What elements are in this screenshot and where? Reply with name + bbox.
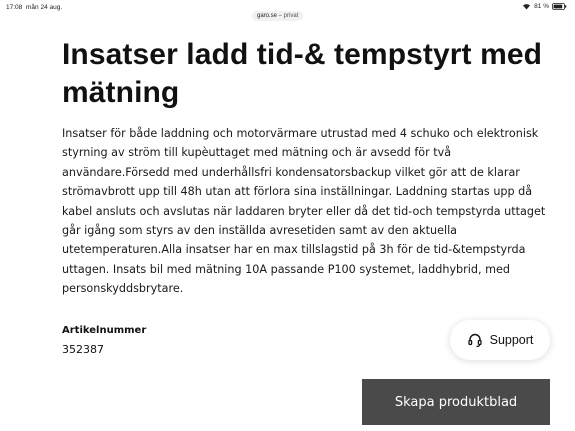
address-bar[interactable]: [252, 11, 303, 21]
support-button[interactable]: [450, 320, 550, 360]
status-date: mån 24 aug.: [26, 4, 63, 11]
headset-icon: [467, 332, 483, 348]
product-description: Insatser för både laddning och motorvärmare utrustad med 4 schuko och elektronisk styrning av ström till kupèuttaget med mätning och är avsedd för två användare.Försedd med underhållsfri kondensatorsbackup vilket gör att de klarar strömavbrott upp till 48h utan att förlora sina inställningar. Laddning startas upp då kabel ansluts och avslutas när laddaren bryter eller då det tid-och tempstyrda uttaget går igång som styrs av den inställda avresetiden samt av den aktuella utetemperaturen.Alla insatser har en max tillslagstid på 3h för de tid-&tempstyrda uttagen. Insats bil med mätning 10A passande P100 systemet, laddhybrid, med personskyddsbrytare.: [62, 127, 546, 296]
battery-icon: [552, 3, 567, 10]
url-suffix: – privat: [277, 13, 299, 19]
url-host: garo.se: [257, 13, 278, 19]
status-time: 17:08: [6, 4, 23, 11]
wifi-icon: [522, 3, 531, 10]
sku-value: 352387: [62, 343, 104, 356]
battery-percent: 81 %: [534, 3, 549, 10]
sku-label: Artikelnummer: [62, 325, 147, 336]
create-product-sheet-button[interactable]: Skapa produktblad: [362, 379, 550, 425]
status-icons: [522, 3, 567, 10]
page-title: Insatser ladd tid-& tempstyrt med mätning: [62, 38, 543, 109]
support-label: Support: [489, 333, 534, 347]
